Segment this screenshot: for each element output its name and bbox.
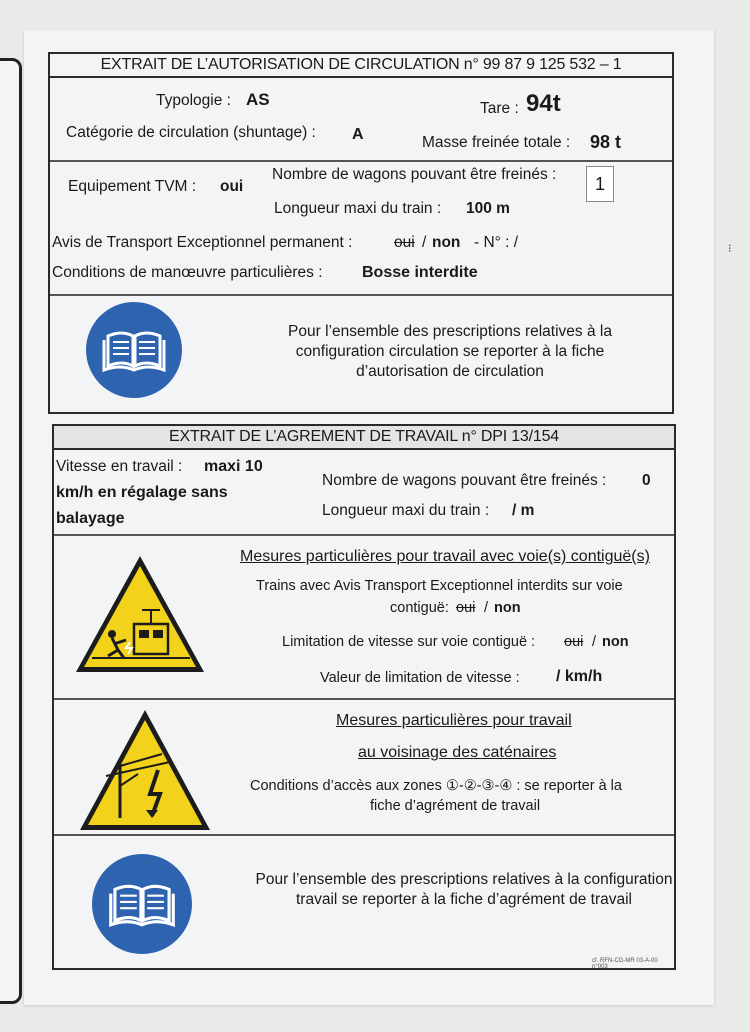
agrement-wagons-value: 0 (642, 472, 651, 489)
wagons-label: Nombre de wagons pouvant être freinés : (272, 166, 557, 183)
agrement-title: EXTRAIT DE L’AGREMENT DE TRAVAIL n° DPI 13/154 (54, 426, 674, 450)
catenaires-title-1: Mesures particulières pour travail (336, 712, 572, 729)
electric-danger-icon (76, 706, 214, 836)
tare-value: 94t (526, 90, 561, 117)
catenaires-text-2: fiche d’agrément de travail (370, 798, 541, 814)
row-separator (54, 698, 674, 700)
avis-sep: / (422, 234, 427, 251)
train-danger-icon (72, 552, 208, 678)
categorie-value: A (352, 126, 364, 143)
agrement-panel (52, 424, 676, 970)
categorie-label: Catégorie de circulation (shuntage) : (66, 124, 316, 141)
adjacent-frame (0, 58, 22, 1004)
tare-label: Tare : (480, 100, 519, 117)
voie-contigue-label: contiguë: (390, 600, 449, 616)
avis-label: Avis de Transport Exceptionnel permanent : (52, 234, 353, 251)
agrement-note: Pour l’ensemble des prescriptions relatives à la configuration travail se reporter à la fiche d’agrément de travail (255, 871, 673, 908)
vitesse-value-line3: balayage (56, 510, 125, 527)
authorisation-title: EXTRAIT DE L’AUTORISATION DE CIRCULATION n° 99 87 9 125 532 – 1 (50, 54, 672, 78)
conditions-label: Conditions de manœuvre particulières : (52, 264, 323, 281)
voie-trains-text: Trains avec Avis Transport Exceptionnel interdits sur voie (256, 578, 623, 594)
authorisation-panel (48, 52, 674, 414)
catenaires-title-2: au voisinage des caténaires (358, 744, 557, 761)
voie-oui: oui (456, 600, 476, 616)
typologie-label: Typologie : (156, 92, 231, 109)
catenaires-text-1: Conditions d’accès aux zones ①-②-③-④ : se reporter à la (250, 778, 622, 794)
vitesse-value-line1: maxi 10 (204, 458, 263, 475)
longueur-value: 100 m (466, 200, 510, 217)
row-separator (50, 160, 672, 162)
row-separator (54, 834, 674, 836)
conditions-value: Bosse interdite (362, 264, 478, 281)
avis-non: non (432, 234, 461, 251)
vitesse-value-line2: km/h en régalage sans (56, 484, 228, 501)
authorisation-note: Pour l’ensemble des prescriptions relatives à la configuration circulation se reporter à la fiche d’autorisation de circulation (288, 323, 612, 380)
valeur-label: Valeur de limitation de vitesse : (320, 670, 520, 686)
typologie-value: AS (246, 90, 270, 109)
masse-value: 98 t (590, 132, 622, 152)
book-icon (86, 302, 182, 398)
voie-title: Mesures particulières pour travail avec voie(s) contiguë(s) (240, 548, 650, 565)
vitesse-label: Vitesse en travail : (56, 458, 183, 475)
limitation-label: Limitation de vitesse sur voie contiguë : (282, 634, 536, 650)
limitation-non: non (602, 634, 629, 650)
avis-number: - N° : / (474, 234, 519, 251)
footnote-reference: cf. RFN-CG-MR 03-A-00 n°003 (592, 958, 658, 970)
tvm-value: oui (220, 178, 244, 195)
agrement-longueur-label: Longueur maxi du train : (322, 502, 490, 519)
masse-label: Masse freinée totale : (422, 134, 571, 151)
screw-mark: ⁝ (728, 243, 732, 255)
voie-sep: / (484, 600, 489, 616)
longueur-label: Longueur maxi du train : (274, 200, 442, 217)
limitation-oui: oui (564, 634, 584, 650)
row-separator (50, 294, 672, 296)
wagons-value-box: 1 (586, 166, 614, 202)
book-icon (92, 854, 192, 954)
avis-oui: oui (394, 234, 415, 251)
agrement-wagons-label: Nombre de wagons pouvant être freinés : (322, 472, 607, 489)
tvm-label: Equipement TVM : (68, 178, 197, 195)
agrement-longueur-value: / m (512, 502, 535, 519)
limitation-sep: / (592, 634, 597, 650)
row-separator (54, 534, 674, 536)
valeur-value: / km/h (556, 668, 603, 685)
voie-non: non (494, 600, 521, 616)
